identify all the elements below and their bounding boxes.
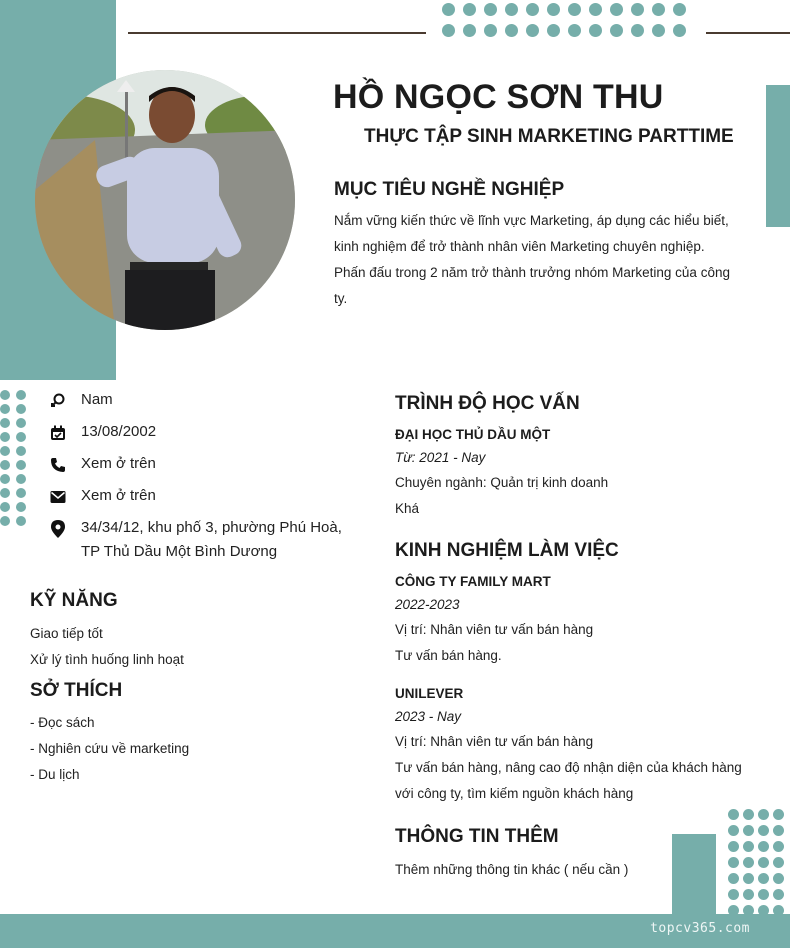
contact-gender [48,388,371,414]
job-entry [395,683,765,807]
decor-dot [610,24,623,37]
footer-bar [0,914,790,948]
decor-dot [743,825,754,836]
dot-pattern-top [442,3,686,37]
decor-dot [463,24,476,37]
school-name: ĐẠI HỌC THỦ DẦU MỘT [395,427,551,442]
decor-dot [773,809,784,820]
more-info-text: Thêm những thông tin khác ( nếu cần ) [395,862,629,877]
header-divider-left [128,32,426,34]
decor-dot [547,3,560,16]
decor-dot [442,3,455,16]
decor-dot [16,460,26,470]
calendar-icon [48,420,68,446]
decor-dot [758,873,769,884]
contact-address [48,516,371,564]
phone-text: Xem ở trên [81,455,156,472]
job-period: 2022-2023 [395,597,460,612]
decor-dot [773,841,784,852]
more-info-heading: THÔNG TIN THÊM [395,826,559,847]
skills-heading: KỸ NĂNG [30,590,118,611]
decor-dot [0,418,10,428]
decor-dot [505,24,518,37]
address-line: 34/34/12, khu phố 3, phường Phú Hoà, [81,519,342,536]
decor-dot [610,3,623,16]
decor-dot [758,841,769,852]
decor-dot [16,488,26,498]
education-entry [395,424,775,522]
decor-dot [484,24,497,37]
decor-dot [547,24,560,37]
decor-dot [652,24,665,37]
skill-item: Xử lý tình huống linh hoạt [30,652,184,667]
hobby-item: - Nghiên cứu về marketing [30,741,190,756]
decor-dot [743,857,754,868]
envelope-icon [48,484,68,510]
decor-dot [16,502,26,512]
decor-dot [463,3,476,16]
decor-dot [773,873,784,884]
job-description: Tư vấn bán hàng, nâng cao độ nhận diện của khách hàng [395,760,742,775]
dot-pattern-bottom-right [728,809,784,916]
header-divider-right [706,32,790,34]
job-period: 2023 - Nay [395,709,462,724]
decor-dot [728,873,739,884]
decor-dot [773,889,784,900]
phone-icon [48,452,68,478]
location-pin-icon [48,516,68,542]
decor-dot [16,418,26,428]
decor-dot [589,24,602,37]
education-grade: Khá [395,501,420,516]
education-major: Chuyên ngành: Quản trị kinh doanh [395,475,609,490]
decor-dot [16,390,26,400]
education-heading: TRÌNH ĐỘ HỌC VẤN [395,393,580,414]
decor-dot [0,390,10,400]
company-name: CÔNG TY FAMILY MART [395,574,551,589]
right-accent-bar [766,85,790,227]
decor-dot [16,432,26,442]
hobby-item: - Du lịch [30,767,80,782]
decor-dot [743,841,754,852]
contact-list [48,388,371,570]
company-name: UNILEVER [395,686,464,701]
objective-text [334,208,754,312]
decor-dot [0,502,10,512]
decor-dot [0,474,10,484]
decor-dot [673,3,686,16]
decor-dot [526,24,539,37]
address-text [81,516,371,564]
decor-dot [16,516,26,526]
objective-line: kinh nghiệm để trở thành nhân viên Marketing chuyên nghiệp. [334,239,705,254]
skills-list [30,621,184,673]
decor-dot [652,3,665,16]
decor-dot [728,841,739,852]
objective-line: Phấn đấu trong 2 năm trở thành trưởng nhóm Marketing của công [334,265,730,280]
dot-pattern-left [0,390,26,526]
decor-dot [568,3,581,16]
decor-dot [0,460,10,470]
job-position: Vị trí: Nhân viên tư vấn bán hàng [395,734,594,749]
decor-dot [673,24,686,37]
skill-item: Giao tiếp tốt [30,626,103,641]
decor-dot [568,24,581,37]
decor-dot [743,873,754,884]
decor-dot [728,857,739,868]
hobbies-heading: SỞ THÍCH [30,680,123,701]
bottom-accent-block [672,834,716,914]
job-description: với công ty, tìm kiếm nguồn khách hàng [395,786,634,801]
candidate-name: HỒ NGỌC SƠN THU [333,78,664,116]
decor-dot [442,24,455,37]
contact-birthday [48,420,371,446]
objective-line: Nắm vững kiến thức về lĩnh vực Marketing, áp dụng các hiểu biết, [334,213,729,228]
birthday-text: 13/08/2002 [81,423,157,440]
decor-dot [758,889,769,900]
hobbies-list [30,710,189,788]
decor-dot [16,474,26,484]
decor-dot [16,446,26,456]
experience-list [395,571,765,821]
address-line: TP Thủ Dầu Một Bình Dương [81,543,278,560]
decor-dot [505,3,518,16]
decor-dot [758,857,769,868]
decor-dot [728,825,739,836]
job-description: Tư vấn bán hàng. [395,648,502,663]
job-title: THỰC TẬP SINH MARKETING PARTTIME [364,126,734,147]
decor-dot [631,24,644,37]
decor-dot [758,825,769,836]
decor-dot [773,825,784,836]
decor-dot [773,857,784,868]
decor-dot [484,3,497,16]
decor-dot [589,3,602,16]
avatar-photo [35,70,295,330]
decor-dot [0,404,10,414]
objective-heading: MỤC TIÊU NGHỀ NGHIỆP [334,179,565,200]
decor-dot [526,3,539,16]
decor-dot [0,432,10,442]
decor-dot [16,404,26,414]
contact-email [48,484,371,510]
decor-dot [728,889,739,900]
gender-text: Nam [81,391,113,408]
decor-dot [0,516,10,526]
decor-dot [743,889,754,900]
contact-phone [48,452,371,478]
job-position: Vị trí: Nhân viên tư vấn bán hàng [395,622,594,637]
experience-heading: KINH NGHIỆM LÀM VIỆC [395,540,619,561]
email-text: Xem ở trên [81,487,156,504]
job-entry [395,571,765,669]
decor-dot [0,446,10,456]
hobby-item: - Đọc sách [30,715,95,730]
gender-icon [48,388,68,414]
education-period: Từ: 2021 - Nay [395,450,486,465]
watermark: topcv365.com [650,921,750,936]
objective-line: ty. [334,291,348,306]
decor-dot [631,3,644,16]
decor-dot [0,488,10,498]
